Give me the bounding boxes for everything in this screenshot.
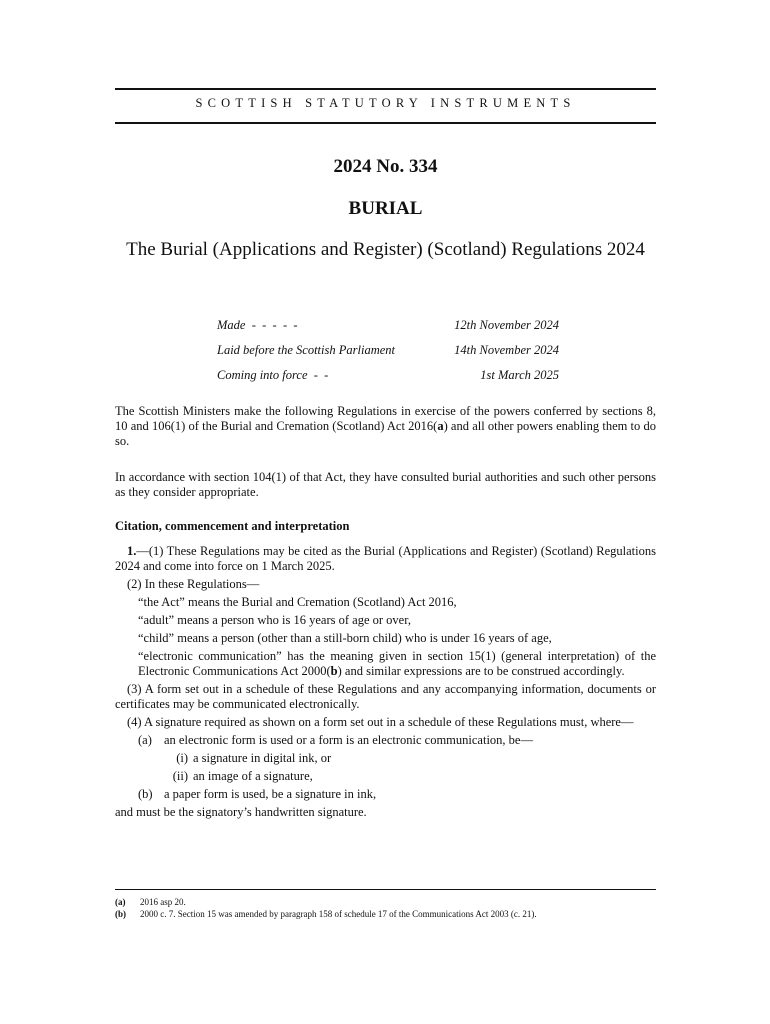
- date-label: Made - - - - -: [217, 318, 298, 332]
- date-row-made: [217, 318, 559, 343]
- closing-sentence: and must be the signatory’s handwritten signature.: [115, 805, 367, 819]
- list-text: an electronic form is used or a form is an electronic communication, be—: [164, 733, 533, 747]
- preamble-paragraph-2: [115, 470, 656, 500]
- list-label: (ii): [172, 769, 188, 783]
- preamble-text: The Scottish Ministers make the following Regulations in exercise of the powers conferred by sections 8, 10 and 106(1) of the Burial and Cremation (Scotland) Act 2016(: [115, 404, 656, 433]
- list-text: an image of a signature,: [193, 769, 313, 783]
- preamble-text: In accordance with section 104(1) of that Act, they have consulted burial authorities and such other persons as they consider appropriate.: [115, 470, 656, 499]
- footnote-text: 2000 c. 7. Section 15 was amended by paragraph 158 of schedule 17 of the Communications Act 2003 (c. 21).: [140, 909, 537, 919]
- list-item-ii: [115, 769, 656, 784]
- footnote-ref-a[interactable]: a: [437, 419, 444, 433]
- top-rule: [115, 88, 656, 90]
- subject-heading: BURIAL: [348, 198, 423, 219]
- definition-electronic-communication: [115, 649, 656, 679]
- definition-adult: “adult” means a person who is 16 years of age or over,: [138, 613, 412, 627]
- paragraph-4: (4) A signature required as shown on a form set out in a schedule of these Regulations must, where—: [127, 715, 634, 729]
- footnote-b: [115, 908, 656, 920]
- list-item-b: [115, 787, 656, 802]
- footnote-rule: [115, 889, 656, 890]
- document-title: The Burial (Applications and Register) (Scotland) Regulations 2024: [126, 239, 645, 260]
- section-number: 1.: [127, 544, 137, 558]
- list-label: (i): [176, 751, 188, 765]
- list-item-i: [115, 751, 656, 766]
- list-label: (b): [138, 787, 153, 801]
- instrument-number: 2024 No. 334: [333, 156, 438, 177]
- date-value: 14th November 2024: [454, 343, 559, 357]
- date-value: 1st March 2025: [480, 368, 559, 382]
- footnote-text: 2016 asp 20.: [140, 897, 186, 907]
- footnote-a: [115, 896, 656, 908]
- paragraph-1: —(1) These Regulations may be cited as the Burial (Applications and Register) (Scotland) Regulations 2024 and come into force on 1 March 2025.: [115, 544, 656, 573]
- date-label: Laid before the Scottish Parliament: [217, 343, 395, 357]
- preamble-text: ) and all other powers enabling them to do so.: [115, 419, 656, 448]
- preamble-paragraph-1: [115, 404, 656, 449]
- date-row-commencement: [217, 368, 559, 393]
- section-1-body: [115, 544, 656, 820]
- footnote-ref-b[interactable]: b: [330, 664, 338, 678]
- paragraph-2: (2) In these Regulations—: [127, 577, 260, 591]
- list-item-a: [115, 733, 656, 748]
- list-text: a paper form is used, be a signature in ink,: [164, 787, 377, 801]
- paragraph-3: (3) A form set out in a schedule of these Regulations and any accompanying information, documents or certificates may be communicated electronically.: [115, 682, 656, 711]
- definition-act: “the Act” means the Burial and Cremation (Scotland) Act 2016,: [138, 595, 457, 609]
- date-value: 12th November 2024: [454, 318, 559, 332]
- series-heading: SCOTTISH STATUTORY INSTRUMENTS: [195, 96, 576, 110]
- footnotes: [115, 896, 656, 920]
- list-label: (a): [138, 733, 152, 747]
- footnote-label: (b): [115, 909, 126, 919]
- section-heading-text: Citation, commencement and interpretation: [115, 519, 350, 533]
- list-text: a signature in digital ink, or: [193, 751, 332, 765]
- footnote-label: (a): [115, 897, 126, 907]
- definition-child: “child” means a person (other than a still-born child) who is under 16 years of age,: [138, 631, 552, 645]
- date-row-laid: [217, 343, 559, 368]
- definition-text: “electronic communication” has the meaning given in section 15(1) (general interpretation) of the Electronic Communications Act 2000(: [138, 649, 656, 678]
- section-heading: [115, 519, 656, 534]
- series-rule: [115, 122, 656, 124]
- definition-text: ) and similar expressions are to be construed accordingly.: [337, 664, 625, 678]
- date-label: Coming into force - -: [217, 368, 329, 382]
- dates-block: [217, 318, 559, 393]
